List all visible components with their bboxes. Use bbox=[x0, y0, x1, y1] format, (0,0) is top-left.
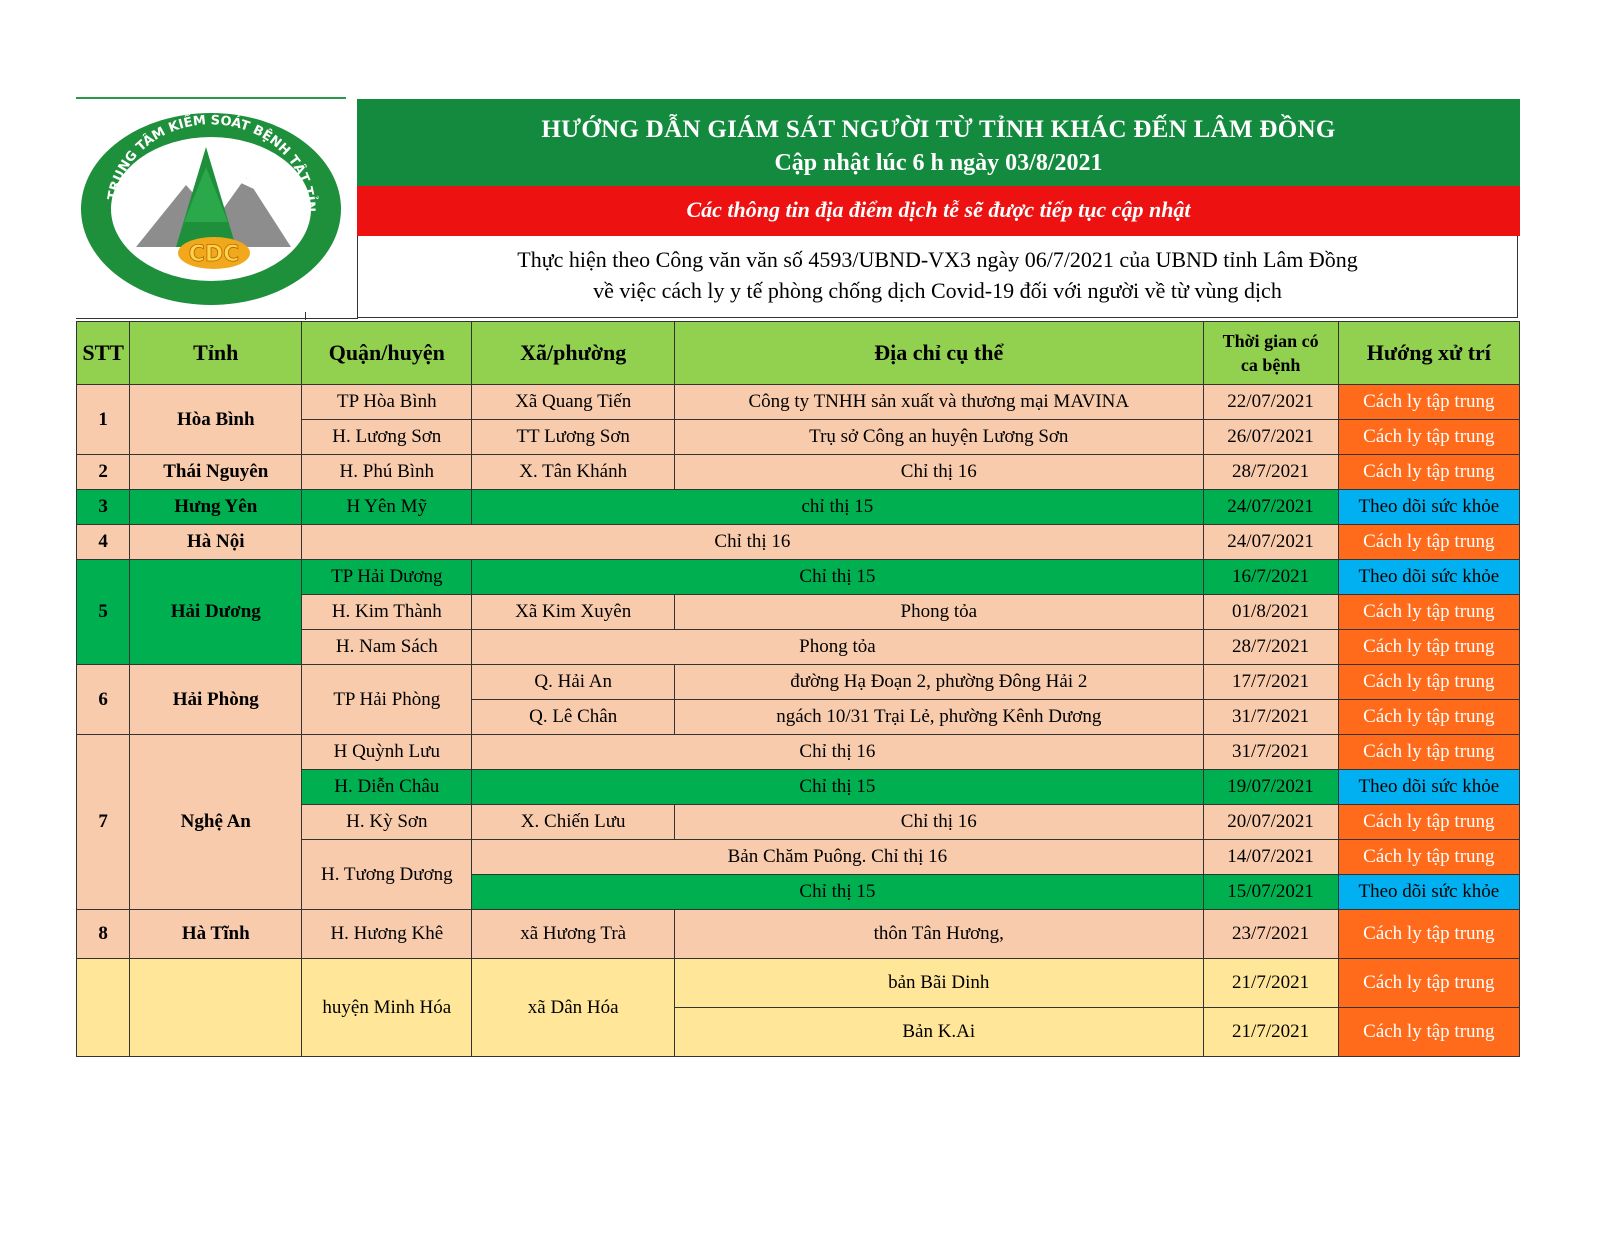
row-address: Bản K.Ai bbox=[675, 1008, 1203, 1057]
table-row bbox=[77, 385, 1520, 420]
row-time: 31/7/2021 bbox=[1203, 735, 1338, 770]
row-district: H. Lương Sơn bbox=[302, 420, 472, 455]
row-district: H. Diễn Châu bbox=[302, 770, 472, 805]
row-ward: X. Tân Khánh bbox=[472, 455, 675, 490]
row-address: Chỉ thị 15 bbox=[472, 875, 1203, 910]
row-province: Hà Tĩnh bbox=[130, 910, 302, 959]
epidemiology-table bbox=[76, 321, 1520, 1057]
basis-line-1: Thực hiện theo Công văn văn số 4593/UBND-VX3 ngày 06/7/2021 của UBND tỉnh Lâm Đồng bbox=[517, 247, 1358, 272]
row-action: Theo dõi sức khỏe bbox=[1338, 875, 1519, 910]
row-stt: 3 bbox=[77, 490, 130, 525]
row-district: H. Phú Bình bbox=[302, 455, 472, 490]
row-address: ngách 10/31 Trại Lẻ, phường Kênh Dương bbox=[675, 700, 1203, 735]
row-province: Nghệ An bbox=[130, 735, 302, 910]
row-ward: xã Hương Trà bbox=[472, 910, 675, 959]
row-address: Chỉ thị 15 bbox=[472, 560, 1203, 595]
row-district: TP Hải Dương bbox=[302, 560, 472, 595]
row-time: 15/07/2021 bbox=[1203, 875, 1338, 910]
row-action: Theo dõi sức khỏe bbox=[1338, 490, 1519, 525]
row-action: Cách ly tập trung bbox=[1338, 910, 1519, 959]
row-action: Theo dõi sức khỏe bbox=[1338, 770, 1519, 805]
row-province bbox=[130, 959, 302, 1057]
row-address: bản Bãi Dinh bbox=[675, 959, 1203, 1008]
svg-text:TRUNG TÂM KIỂM SOÁT BỆNH TẬT T: TRUNG TÂM KIỂM SOÁT BỆNH TẬT TỈN bbox=[105, 113, 318, 213]
logo-bottom-line bbox=[76, 318, 358, 319]
row-district: H Yên Mỹ bbox=[302, 490, 472, 525]
row-action: Cách ly tập trung bbox=[1338, 959, 1519, 1008]
row-stt: 1 bbox=[77, 385, 130, 455]
row-province: Thái Nguyên bbox=[130, 455, 302, 490]
row-address: Chỉ thị 16 bbox=[675, 805, 1203, 840]
row-action: Cách ly tập trung bbox=[1338, 385, 1519, 420]
row-ward: Q. Hải An bbox=[472, 665, 675, 700]
row-ward: TT Lương Sơn bbox=[472, 420, 675, 455]
table-row bbox=[77, 560, 1520, 595]
table-row bbox=[77, 490, 1520, 525]
row-time: 16/7/2021 bbox=[1203, 560, 1338, 595]
row-address: chỉ thị 15 bbox=[472, 490, 1203, 525]
notice-banner: Các thông tin địa điểm dịch tễ sẽ được tiếp tục cập nhật bbox=[357, 186, 1520, 236]
col-address: Địa chỉ cụ thể bbox=[675, 322, 1203, 385]
row-address: Chỉ thị 15 bbox=[472, 770, 1203, 805]
basis-note bbox=[357, 236, 1518, 318]
row-address: Phong tỏa bbox=[675, 595, 1203, 630]
row-district: TP Hòa Bình bbox=[302, 385, 472, 420]
row-ward: X. Chiến Lưu bbox=[472, 805, 675, 840]
svg-text:CDC: CDC bbox=[188, 242, 240, 267]
row-action: Cách ly tập trung bbox=[1338, 420, 1519, 455]
logo-divider bbox=[305, 312, 306, 320]
row-action: Theo dõi sức khỏe bbox=[1338, 560, 1519, 595]
cdc-logo-icon bbox=[76, 97, 346, 312]
row-time: 23/7/2021 bbox=[1203, 910, 1338, 959]
title-banner bbox=[357, 99, 1520, 186]
row-time: 26/07/2021 bbox=[1203, 420, 1338, 455]
row-stt: 6 bbox=[77, 665, 130, 735]
row-time: 31/7/2021 bbox=[1203, 700, 1338, 735]
row-province: Hưng Yên bbox=[130, 490, 302, 525]
row-district: H. Kỳ Sơn bbox=[302, 805, 472, 840]
table-row bbox=[77, 665, 1520, 700]
col-province: Tỉnh bbox=[130, 322, 302, 385]
row-district: H Quỳnh Lưu bbox=[302, 735, 472, 770]
col-time: Thời gian có ca bệnh bbox=[1203, 322, 1338, 385]
row-action: Cách ly tập trung bbox=[1338, 805, 1519, 840]
row-time: 28/7/2021 bbox=[1203, 630, 1338, 665]
row-action: Cách ly tập trung bbox=[1338, 525, 1519, 560]
row-time: 01/8/2021 bbox=[1203, 595, 1338, 630]
update-time: Cập nhật lúc 6 h ngày 03/8/2021 bbox=[774, 150, 1103, 176]
row-address: Bản Chăm Puông. Chỉ thị 16 bbox=[472, 840, 1203, 875]
row-address: Phong tỏa bbox=[472, 630, 1203, 665]
row-ward: Q. Lê Chân bbox=[472, 700, 675, 735]
row-address: Trụ sở Công an huyện Lương Sơn bbox=[675, 420, 1203, 455]
row-district: huyện Minh Hóa bbox=[302, 959, 472, 1057]
col-stt: STT bbox=[77, 322, 130, 385]
row-district: H. Kim Thành bbox=[302, 595, 472, 630]
row-stt: 8 bbox=[77, 910, 130, 959]
col-ward: Xã/phường bbox=[472, 322, 675, 385]
row-time: 28/7/2021 bbox=[1203, 455, 1338, 490]
table-row bbox=[77, 910, 1520, 959]
row-time: 14/07/2021 bbox=[1203, 840, 1338, 875]
row-time: 20/07/2021 bbox=[1203, 805, 1338, 840]
row-address: Công ty TNHH sản xuất và thương mại MAVINA bbox=[675, 385, 1203, 420]
row-district: H. Tương Dương bbox=[302, 840, 472, 910]
table-row bbox=[77, 525, 1520, 560]
page-title: HƯỚNG DẪN GIÁM SÁT NGƯỜI TỪ TỈNH KHÁC ĐẾN LÂM ĐỒNG bbox=[541, 116, 1336, 143]
row-ward: Xã Kim Xuyên bbox=[472, 595, 675, 630]
row-time: 22/07/2021 bbox=[1203, 385, 1338, 420]
row-action: Cách ly tập trung bbox=[1338, 630, 1519, 665]
row-address: đường Hạ Đoạn 2, phường Đông Hải 2 bbox=[675, 665, 1203, 700]
cdc-logo bbox=[76, 97, 346, 312]
row-district: H. Hương Khê bbox=[302, 910, 472, 959]
row-stt: 7 bbox=[77, 735, 130, 910]
row-province: Hòa Bình bbox=[130, 385, 302, 455]
row-ward: xã Dân Hóa bbox=[472, 959, 675, 1057]
row-district: H. Nam Sách bbox=[302, 630, 472, 665]
row-time: 17/7/2021 bbox=[1203, 665, 1338, 700]
col-action: Hướng xử trí bbox=[1338, 322, 1519, 385]
table-row bbox=[77, 735, 1520, 770]
row-time: 24/07/2021 bbox=[1203, 490, 1338, 525]
row-action: Cách ly tập trung bbox=[1338, 840, 1519, 875]
row-action: Cách ly tập trung bbox=[1338, 455, 1519, 490]
row-province: Hải Dương bbox=[130, 560, 302, 665]
row-action: Cách ly tập trung bbox=[1338, 700, 1519, 735]
basis-line-2: về việc cách ly y tế phòng chống dịch Covid-19 đối với người về từ vùng dịch bbox=[593, 278, 1282, 303]
row-action: Cách ly tập trung bbox=[1338, 595, 1519, 630]
row-province: Hải Phòng bbox=[130, 665, 302, 735]
row-address: Chỉ thị 16 bbox=[302, 525, 1203, 560]
row-time: 21/7/2021 bbox=[1203, 959, 1338, 1008]
row-province: Hà Nội bbox=[130, 525, 302, 560]
row-stt: 5 bbox=[77, 560, 130, 665]
row-address: Chỉ thị 16 bbox=[472, 735, 1203, 770]
row-address: Chỉ thị 16 bbox=[675, 455, 1203, 490]
row-action: Cách ly tập trung bbox=[1338, 735, 1519, 770]
table-header bbox=[77, 322, 1520, 385]
row-ward: Xã Quang Tiến bbox=[472, 385, 675, 420]
row-stt: 4 bbox=[77, 525, 130, 560]
row-time: 21/7/2021 bbox=[1203, 1008, 1338, 1057]
row-address: thôn Tân Hương, bbox=[675, 910, 1203, 959]
table-row bbox=[77, 455, 1520, 490]
row-time: 24/07/2021 bbox=[1203, 525, 1338, 560]
row-time: 19/07/2021 bbox=[1203, 770, 1338, 805]
row-action: Cách ly tập trung bbox=[1338, 1008, 1519, 1057]
table-row bbox=[77, 959, 1520, 1008]
row-district: TP Hải Phòng bbox=[302, 665, 472, 735]
row-stt: 2 bbox=[77, 455, 130, 490]
col-district: Quận/huyện bbox=[302, 322, 472, 385]
row-action: Cách ly tập trung bbox=[1338, 665, 1519, 700]
row-stt bbox=[77, 959, 130, 1057]
